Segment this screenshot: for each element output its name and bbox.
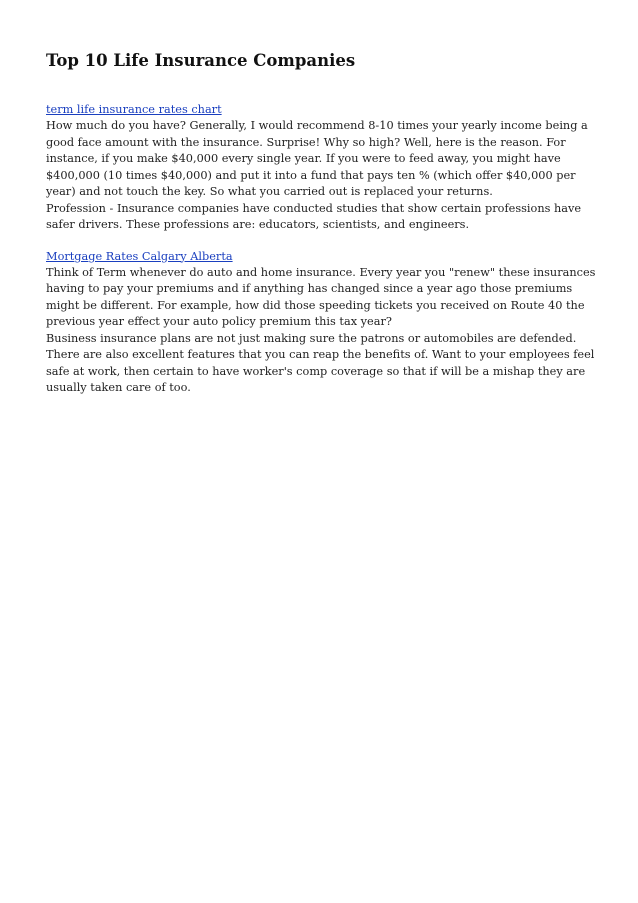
paragraph-face-amount: How much do you have? Generally, I would recommend 8-10 times your yearly income being a good face amount with the insurance. Surprise! Why so high? Well, here is the reason. For instance, if you make $40,000 every single year. If you were to feed away, you might have $400,000 (10 times $40,000) and put it into a fund that pays ten % (which offer $40,000 per year) and not touch the key. So what you carried out is replaced your returns. xyxy=(46,119,588,198)
term-life-rates-link[interactable]: term life insurance rates chart xyxy=(46,103,222,116)
paragraph-term: Think of Term whenever do auto and home insurance. Every year you "renew" these insurances having to pay your premiums and if anything has changed since a year ago those premiums might be different. For example, how did those speeding tickets you received on Route 40 the previous year effect your auto policy premium this tax year? xyxy=(46,265,596,328)
mortgage-rates-link[interactable]: Mortgage Rates Calgary Alberta xyxy=(46,249,233,263)
page-title: Top 10 Life Insurance Companies xyxy=(46,51,356,70)
paragraph-business-insurance: Business insurance plans are not just making sure the patrons or automobiles are defended. There are also excellent features that you can reap the benefits of. Want to your employees feel safe at work, then certain to have worker's comp coverage so that if will be a mishap they are usually taken care of too. xyxy=(46,331,595,394)
document-page xyxy=(46,50,598,397)
paragraph-profession: Profession - Insurance companies have conducted studies that show certain professions have safer drivers. These professions are: educators, scientists, and engineers. xyxy=(46,201,582,231)
